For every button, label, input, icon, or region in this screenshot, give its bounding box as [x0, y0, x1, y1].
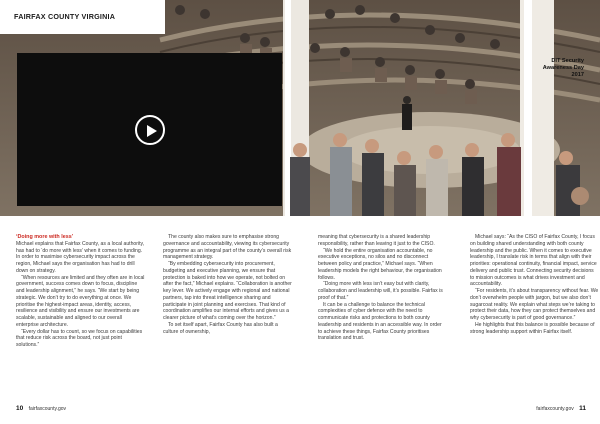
paragraph: “We hold the entire organisation accountable, no executive exceptions, no silos and no disconnect between policy and practice,” Michael says. “When leadership models the right behaviour, the organisation follows.: [318, 247, 442, 281]
play-icon: [146, 124, 158, 138]
page-number-right: 11: [579, 405, 586, 412]
paragraph: He highlights that this balance is possible because of strong leadership support within Fairfax itself.: [470, 321, 595, 335]
paragraph: Michael explains that Fairfax County, as a local authority, has had to ‘do more with less’ when it comes to funding. In order to maximise cybersecurity impact across the region, Michael says the organisation has had to drill down on strategy.: [16, 240, 145, 274]
paragraph: “For residents, it’s about transparency without fear. We don’t overwhelm people with jargon, but we also don’t sugarcoat reality. We explain what steps we’re taking to protect their data, how they can protect themselves and why cybersecurity is part of good governance.”: [470, 288, 599, 321]
paragraph: “When resources are limited and they often are in local government, success comes down to focus, discipline and leadership alignment,” he says. “We start by being strategic. We don’t try to do everything at once. We prioritise the highest-impact areas, identity, access, resilience and visibility and ensure our investments are scalable, sustainable and aligned to our overall enterprise architecture.: [16, 274, 145, 328]
footer-site-right[interactable]: fairfaxcounty.gov: [536, 405, 574, 412]
paragraph: “By embedding cybersecurity into procurement, budgeting and executive planning, we ensure that protection is baked into how we operate, not bolted on after the fact,” Michael explains. “Collaboration is another key lever. We actively engage with regional and national partners, tap into threat intelligence sharing and participate in joint planning and exercises. That kind of coordination amplifies our internal efforts and gives us a clearer picture of what’s coming over the horizon.”: [163, 261, 292, 321]
page-number-left: 10: [16, 405, 24, 412]
video-player[interactable]: [17, 53, 282, 206]
play-button[interactable]: [135, 115, 165, 145]
paragraph: “Every dollar has to count, so we focus on capabilities that reduce risk across the board, not just point solutions.”: [16, 328, 143, 348]
section-heading: ‘Doing more with less’: [16, 234, 74, 240]
paragraph: Michael says: “As the CISO of Fairfax County, I focus on building shared understanding with both county leadership and the public. When it comes to executive leadership, I translate risk in terms that align with their priorities: operational continuity, financial impact, service delivery and public trust. Connecting security decisions to mission outcomes is what drives investment and accountability.: [470, 234, 597, 288]
paragraph: It can be a challenge to balance the technical complexities of cyber defence with the need to communicate risks and protections to both county leadership and residents in an accessible way. In order to achieve these things, Fairfax County prioritises translation and trust.: [318, 301, 442, 342]
paragraph: The county also makes sure to emphasise strong governance and accountability, viewing its cybersecurity programme as an integral part of the county’s overall risk management strategy.: [163, 234, 292, 261]
caption-line-3: 2017: [571, 72, 584, 78]
paragraph: “Doing more with less isn’t easy but with clarity, collaboration and leadership will, it’s possible. Fairfax is proof of that.”: [318, 281, 443, 301]
footer-site-left[interactable]: fairfaxcounty.gov: [28, 405, 67, 412]
caption-line-1: DIT Security: [551, 58, 584, 64]
footer-left: [16, 405, 66, 412]
masthead-title: FAIRFAX COUNTY VIRGINIA: [14, 12, 116, 21]
article-column-1: [16, 234, 145, 349]
footer-right: [536, 405, 586, 412]
paragraph: To set itself apart, Fairfax County has also built a culture of ownership,: [163, 321, 278, 335]
photo-caption: [514, 58, 584, 79]
article-column-4: [470, 234, 599, 335]
caption-line-2: Awareness Day: [542, 65, 584, 71]
article-column-3: [318, 234, 447, 342]
masthead: [0, 0, 165, 34]
paragraph: meaning that cybersecurity is a shared leadership responsibility, rather than leaving it just to the CISO.: [318, 234, 435, 247]
article-column-2: [163, 234, 292, 335]
